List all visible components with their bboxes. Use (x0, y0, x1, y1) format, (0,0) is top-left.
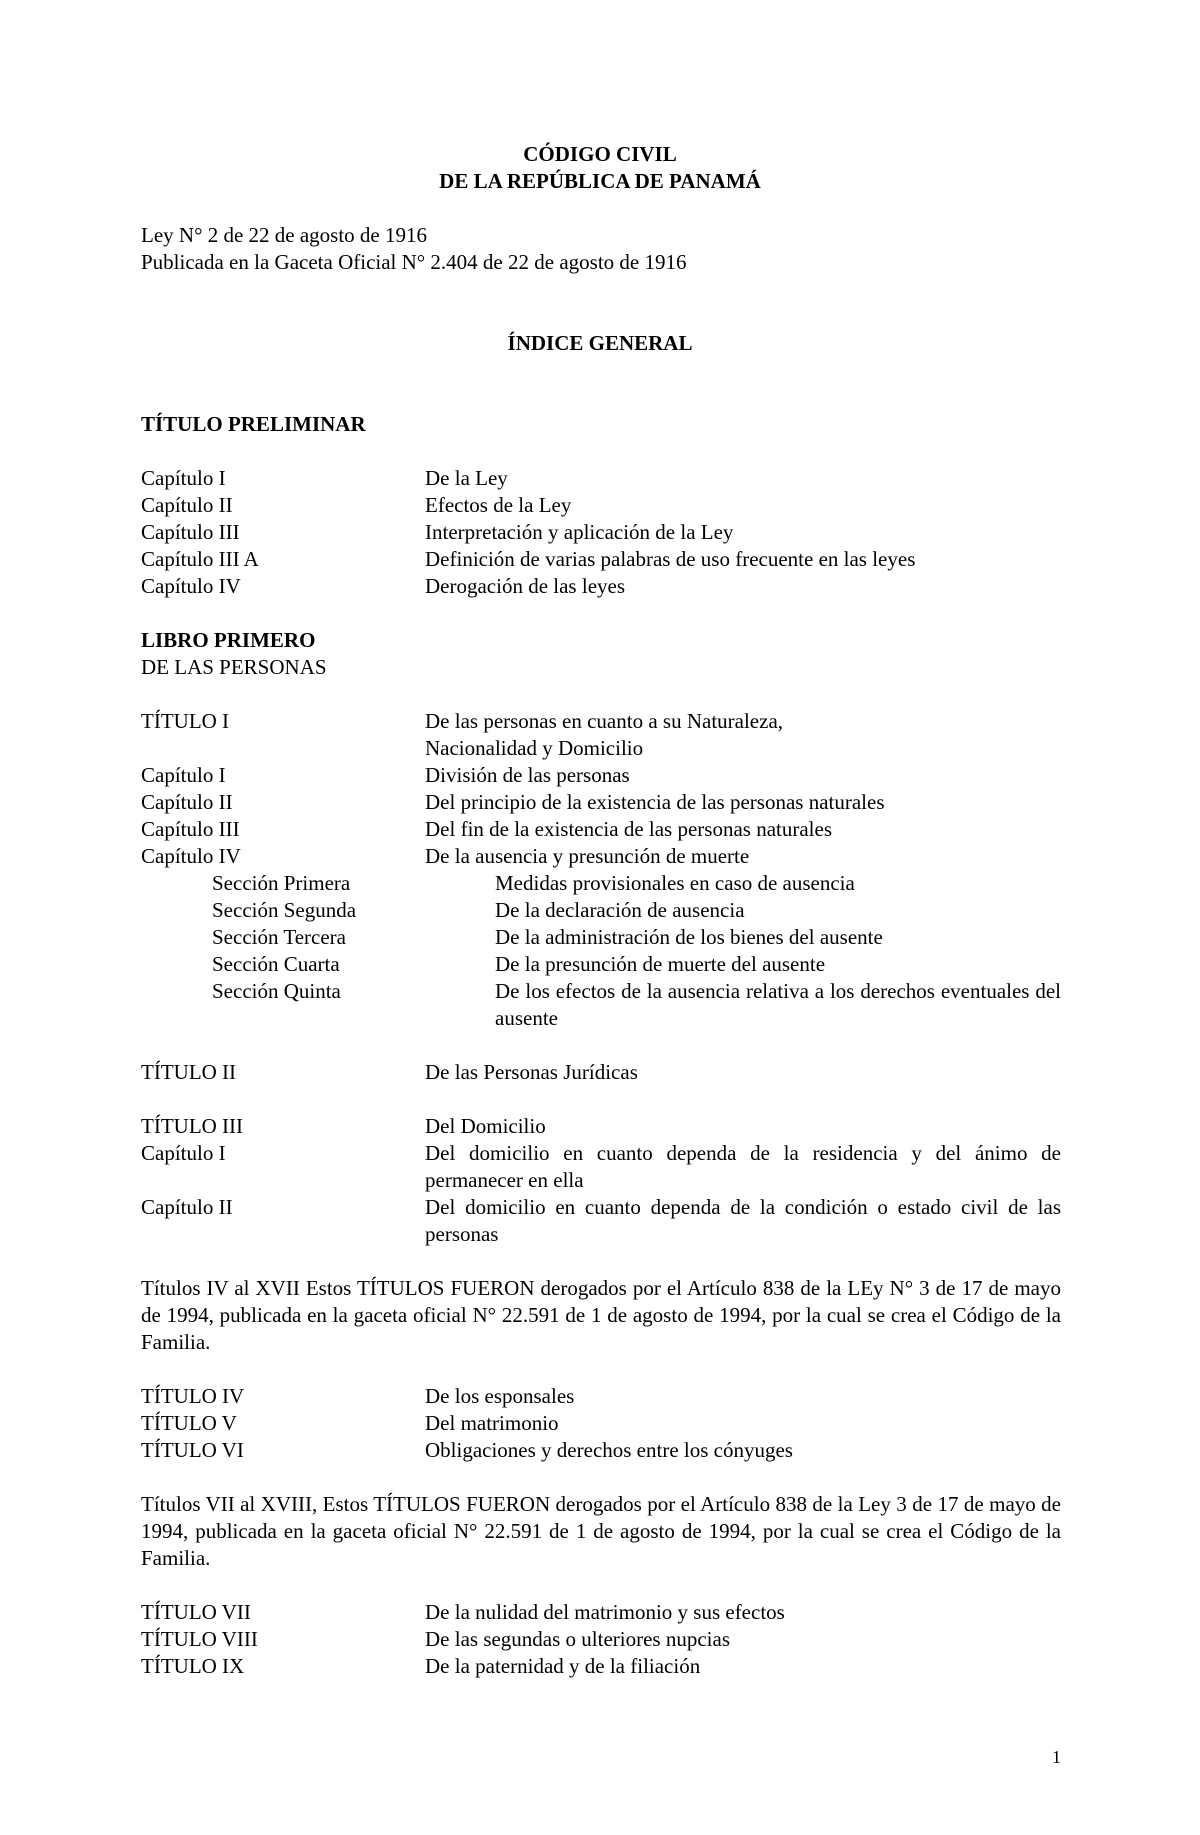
document-title: CÓDIGO CIVIL (523, 142, 677, 166)
title-text: Del Domicilio (425, 1114, 546, 1138)
row-label: Capítulo III A (141, 547, 259, 571)
repeal-note: Títulos IV al XVII Estos TÍTULOS FUERON derogados por el Artículo 838 de la LEy N° 3 de 17 de mayo de 1994, publicada en la gaceta oficial N° 22.591 de 1 de agosto de 1994, por la cual se crea el Código de la Familia. (141, 1276, 1061, 1354)
chapter-label: Capítulo III (141, 817, 240, 841)
title-text: Obligaciones y derechos entre los cónyuges (425, 1438, 793, 1462)
gazette-reference: Publicada en la Gaceta Oficial N° 2.404 de 22 de agosto de 1916 (141, 250, 687, 274)
book-subheading: DE LAS PERSONAS (141, 655, 327, 679)
row-label: Capítulo II (141, 493, 233, 517)
repeal-note: Títulos VII al XVIII, Estos TÍTULOS FUERON derogados por el Artículo 838 de la Ley 3 de 17 de mayo de 1994, publicada en la gaceta oficial N° 22.591 de 1 de agosto de 1994, por la cual se crea el Código de la Familia. (141, 1492, 1061, 1570)
section-label: Sección Primera (212, 871, 351, 895)
section-text: De los efectos de la ausencia relativa a los derechos eventuales del ausente (495, 979, 1061, 1030)
section-text: De la administración de los bienes del ausente (495, 925, 883, 949)
chapter-text: Del fin de la existencia de las personas naturales (425, 817, 833, 841)
document-subtitle: DE LA REPÚBLICA DE PANAMÁ (439, 169, 761, 193)
chapter-label: Capítulo I (141, 763, 226, 787)
index-title: ÍNDICE GENERAL (507, 331, 693, 355)
chapter-text: Del domicilio en cuanto dependa de la residencia y del ánimo de permanecer en ella (425, 1141, 1061, 1192)
row-label: Capítulo I (141, 466, 226, 490)
title-label: TÍTULO VIII (141, 1627, 258, 1651)
section-label: Sección Tercera (212, 925, 346, 949)
chapter-text: Del domicilio en cuanto dependa de la condición o estado civil de las personas (425, 1195, 1061, 1246)
chapter-label: Capítulo IV (141, 844, 241, 868)
chapter-label: Capítulo I (141, 1141, 226, 1165)
section-text: De la presunción de muerte del ausente (495, 952, 826, 976)
chapter-text: Del principio de la existencia de las personas naturales (425, 790, 885, 814)
chapter-text: De la ausencia y presunción de muerte (425, 844, 750, 868)
book-heading: LIBRO PRIMERO (141, 628, 316, 652)
title-text: De la paternidad y de la filiación (425, 1654, 701, 1678)
title-label: TÍTULO VII (141, 1600, 251, 1624)
title-label: TÍTULO III (141, 1114, 244, 1138)
row-label: Capítulo III (141, 520, 240, 544)
chapter-label: Capítulo II (141, 1195, 233, 1219)
row-text: Efectos de la Ley (425, 493, 572, 517)
section-label: Sección Cuarta (212, 952, 340, 976)
section-heading-preliminar: TÍTULO PRELIMINAR (141, 412, 366, 436)
title-label: TÍTULO IV (141, 1384, 245, 1408)
row-text: Interpretación y aplicación de la Ley (425, 520, 734, 544)
row-text: De la Ley (425, 466, 508, 490)
section-label: Sección Segunda (212, 898, 357, 922)
row-text: Definición de varias palabras de uso frecuente en las leyes (425, 547, 916, 571)
page-number: 1 (1052, 1747, 1061, 1767)
title-label: TÍTULO I (141, 709, 230, 733)
chapter-label: Capítulo II (141, 790, 233, 814)
title-label: TÍTULO II (141, 1060, 237, 1084)
section-text: De la declaración de ausencia (495, 898, 745, 922)
row-text: Derogación de las leyes (425, 574, 626, 598)
section-label: Sección Quinta (212, 979, 341, 1003)
title-label: TÍTULO VI (141, 1438, 244, 1462)
title-text: De las personas en cuanto a su Naturaleza, Nacionalidad y Domicilio (425, 709, 784, 760)
law-reference: Ley N° 2 de 22 de agosto de 1916 (141, 223, 428, 247)
row-label: Capítulo IV (141, 574, 241, 598)
title-text: De la nulidad del matrimonio y sus efectos (425, 1600, 785, 1624)
chapter-text: División de las personas (425, 763, 630, 787)
title-text: De las segundas o ulteriores nupcias (425, 1627, 731, 1651)
title-label: TÍTULO V (141, 1411, 237, 1435)
title-text: De los esponsales (425, 1384, 575, 1408)
section-text: Medidas provisionales en caso de ausencia (495, 871, 855, 895)
title-label: TÍTULO IX (141, 1654, 245, 1678)
title-text: De las Personas Jurídicas (425, 1060, 638, 1084)
title-text: Del matrimonio (425, 1411, 559, 1435)
